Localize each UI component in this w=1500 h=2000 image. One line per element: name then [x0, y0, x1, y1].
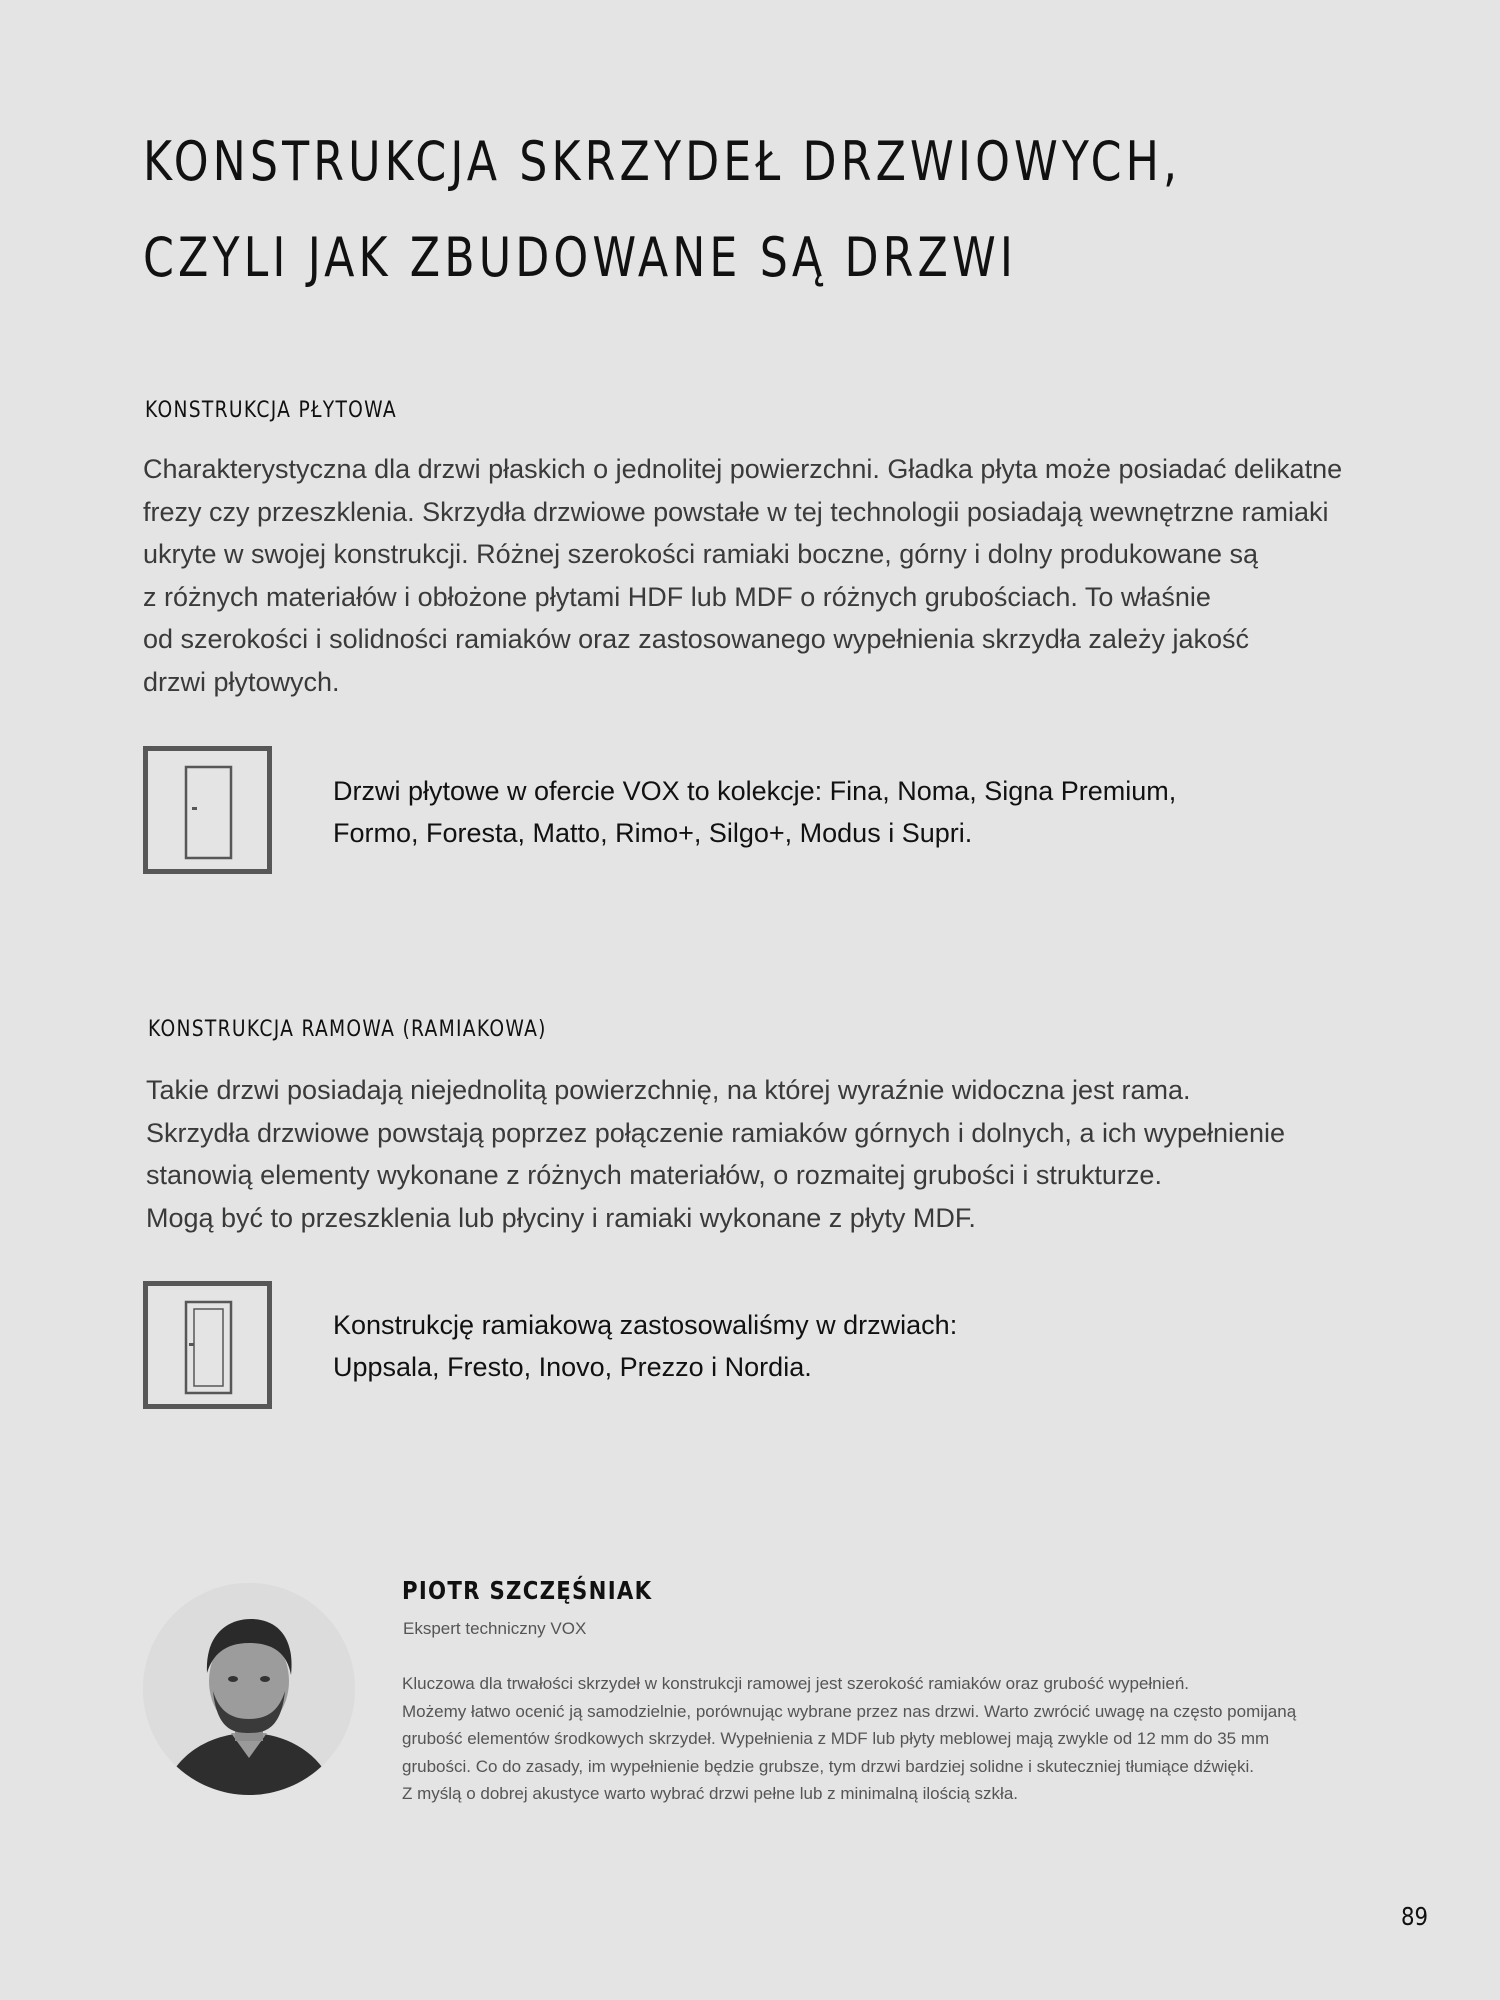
expert-quote [402, 1670, 1296, 1808]
quote-line: grubości. Co do zasady, im wypełnienie będzie grubsze, tym drzwi bardziej solidne i skuteczniej tłumiące dźwięki. [402, 1756, 1254, 1776]
expert-name: PIOTR SZCZĘŚNIAK [402, 1576, 653, 1605]
body-line: Skrzydła drzwiowe powstają poprzez połączenie ramiaków górnych i dolnych, a ich wypełnienie [146, 1117, 1286, 1148]
section-body-ramowa [146, 1069, 1285, 1239]
quote-line: Możemy łatwo ocenić ją samodzielnie, porównując wybrane przez nas drzwi. Warto zwrócić uwagę na często pomijaną [402, 1701, 1297, 1721]
callout-line: Konstrukcję ramiakową zastosowaliśmy w drzwiach: [333, 1310, 958, 1340]
frame-door-icon [143, 1281, 272, 1409]
callout-line: Uppsala, Fresto, Inovo, Prezzo i Nordia. [333, 1352, 812, 1382]
quote-line: Kluczowa dla trwałości skrzydeł w konstrukcji ramowej jest szerokość ramiaków oraz grubość wypełnień. [402, 1674, 1190, 1693]
body-line: ukryte w swojej konstrukcji. Różnej szerokości ramiaki boczne, górny i dolny produkowane są [143, 539, 1258, 569]
page-number: 89 [1401, 1902, 1429, 1931]
flush-door-icon [143, 746, 272, 874]
expert-role: Ekspert techniczny VOX [403, 1619, 587, 1638]
body-line: Mogą być to przeszklenia lub płyciny i ramiaki wykonane z płyty MDF. [146, 1202, 976, 1233]
quote-line: grubość elementów środkowych skrzydeł. Wypełnienia z MDF lub płyty meblowej mają zwykle od 12 mm do 35 mm [402, 1729, 1270, 1748]
body-line: Charakterystyczna dla drzwi płaskich o jednolitej powierzchni. Gładka płyta może posiadać delikatne [143, 454, 1343, 484]
section-heading-plytowa: KONSTRUKCJA PŁYTOWA [145, 398, 397, 423]
body-line: Takie drzwi posiadają niejednolitą powierzchnię, na której wyraźnie widoczna jest rama. [146, 1075, 1191, 1105]
body-line: drzwi płytowych. [143, 666, 340, 697]
callout-line: Drzwi płytowe w ofercie VOX to kolekcje: Fina, Noma, Signa Premium, [333, 776, 1177, 806]
body-line: frezy czy przeszklenia. Skrzydła drzwiowe powstałe w tej technologii posiadają wewnętrzne ramiaki [143, 496, 1329, 527]
page-title-line-2: CZYLI JAK ZBUDOWANE SĄ DRZWI [143, 226, 1018, 289]
expert-portrait-icon [143, 1583, 355, 1795]
section-heading-ramowa: KONSTRUKCJA RAMOWA (RAMIAKOWA) [148, 1017, 547, 1042]
callout-plytowa [333, 770, 1176, 854]
expert-avatar [143, 1583, 355, 1795]
quote-line: Z myślą o dobrej akustyce warto wybrać drzwi pełne lub z minimalną ilością szkła. [402, 1784, 1019, 1803]
callout-line: Formo, Foresta, Matto, Rimo+, Silgo+, Modus i Supri. [333, 818, 973, 848]
page-title-line-1: KONSTRUKCJA SKRZYDEŁ DRZWIOWYCH, [143, 130, 1182, 193]
section-body-plytowa [143, 448, 1342, 703]
callout-ramowa [333, 1304, 957, 1388]
body-line: stanowią elementy wykonane z różnych materiałów, o rozmaitej grubości i strukturze. [146, 1160, 1162, 1190]
body-line: od szerokości i solidności ramiaków oraz zastosowanego wypełnienia skrzydła zależy jakość [143, 624, 1249, 654]
body-line: z różnych materiałów i obłożone płytami HDF lub MDF o różnych grubościach. To właśnie [143, 581, 1211, 612]
